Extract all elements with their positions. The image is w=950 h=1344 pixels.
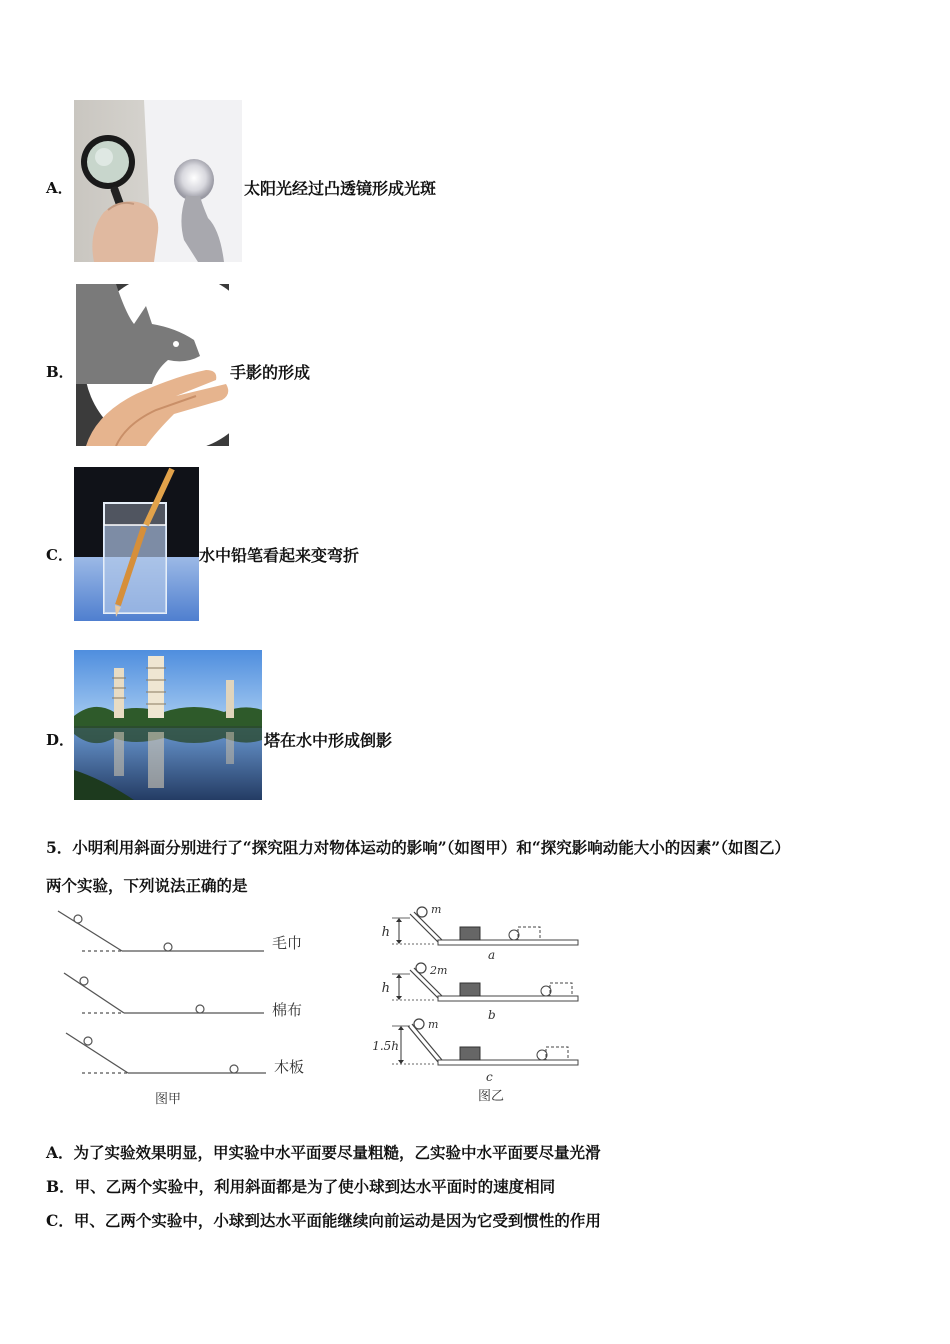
panel-b-height: h	[381, 981, 390, 996]
panel-b	[392, 963, 578, 1001]
surface-label-wood: 木板	[274, 1058, 305, 1076]
pagoda-reflection-photo-icon	[74, 650, 262, 800]
surface-label-cotton: 棉布	[272, 1001, 303, 1019]
magnifier-photo-icon	[74, 100, 242, 262]
option-letter: B．	[46, 363, 74, 381]
figure-yi	[366, 902, 586, 1107]
panel-c-height: 1.5h	[372, 1039, 399, 1053]
option-a	[0, 100, 950, 262]
option-b	[0, 284, 950, 446]
answer-option-b: B．甲、乙两个实验中，利用斜面都是为了使小球到达水平面时的速度相同	[46, 1177, 556, 1196]
figure-jia-caption: 图甲	[155, 1092, 182, 1107]
option-letter: D．	[46, 731, 75, 749]
answer-option-c: C．甲、乙两个实验中，小球到达水平面能继续向前运动是因为它受到惯性的作用	[46, 1211, 601, 1230]
option-text: 水中铅笔看起来变弯折	[199, 546, 360, 565]
option-letter: C．	[46, 546, 73, 564]
surface-label-towel: 毛巾	[272, 934, 303, 952]
panel-a-mass: m	[431, 903, 442, 916]
pencil-in-water-photo-icon	[74, 467, 199, 621]
ramp-towel	[58, 911, 264, 951]
option-text: 太阳光经过凸透镜形成光斑	[244, 179, 437, 198]
panel-c-mass: m	[428, 1018, 439, 1031]
option-text: 塔在水中形成倒影	[264, 731, 393, 750]
panel-c	[392, 1019, 578, 1065]
answer-option-a: A．为了实验效果明显，甲实验中水平面要尽量粗糙，乙实验中水平面要尽量光滑	[46, 1143, 601, 1162]
panel-b-mass: 2m	[430, 964, 448, 977]
question-line-2: 两个实验，下列说法正确的是	[46, 876, 248, 895]
panel-b-label: b	[488, 1008, 496, 1022]
panel-a-height: h	[381, 925, 390, 940]
option-text: 手影的形成	[230, 363, 311, 382]
hand-shadow-photo-icon	[76, 284, 229, 446]
option-letter: A．	[46, 179, 73, 197]
question-line-1: 5．小明利用斜面分别进行了“探究阻力对物体运动的影响”（如图甲）和“探究影响动能大小的因素”（如图乙）	[46, 838, 790, 857]
option-d	[0, 650, 950, 802]
ramp-cotton	[64, 973, 264, 1013]
panel-c-label: c	[486, 1070, 493, 1084]
option-c	[0, 467, 950, 621]
panel-a-label: a	[488, 948, 496, 962]
panel-a	[392, 907, 578, 945]
ramp-wood	[66, 1033, 266, 1073]
figure-yi-caption: 图乙	[478, 1089, 505, 1104]
figure-jia	[52, 905, 322, 1110]
